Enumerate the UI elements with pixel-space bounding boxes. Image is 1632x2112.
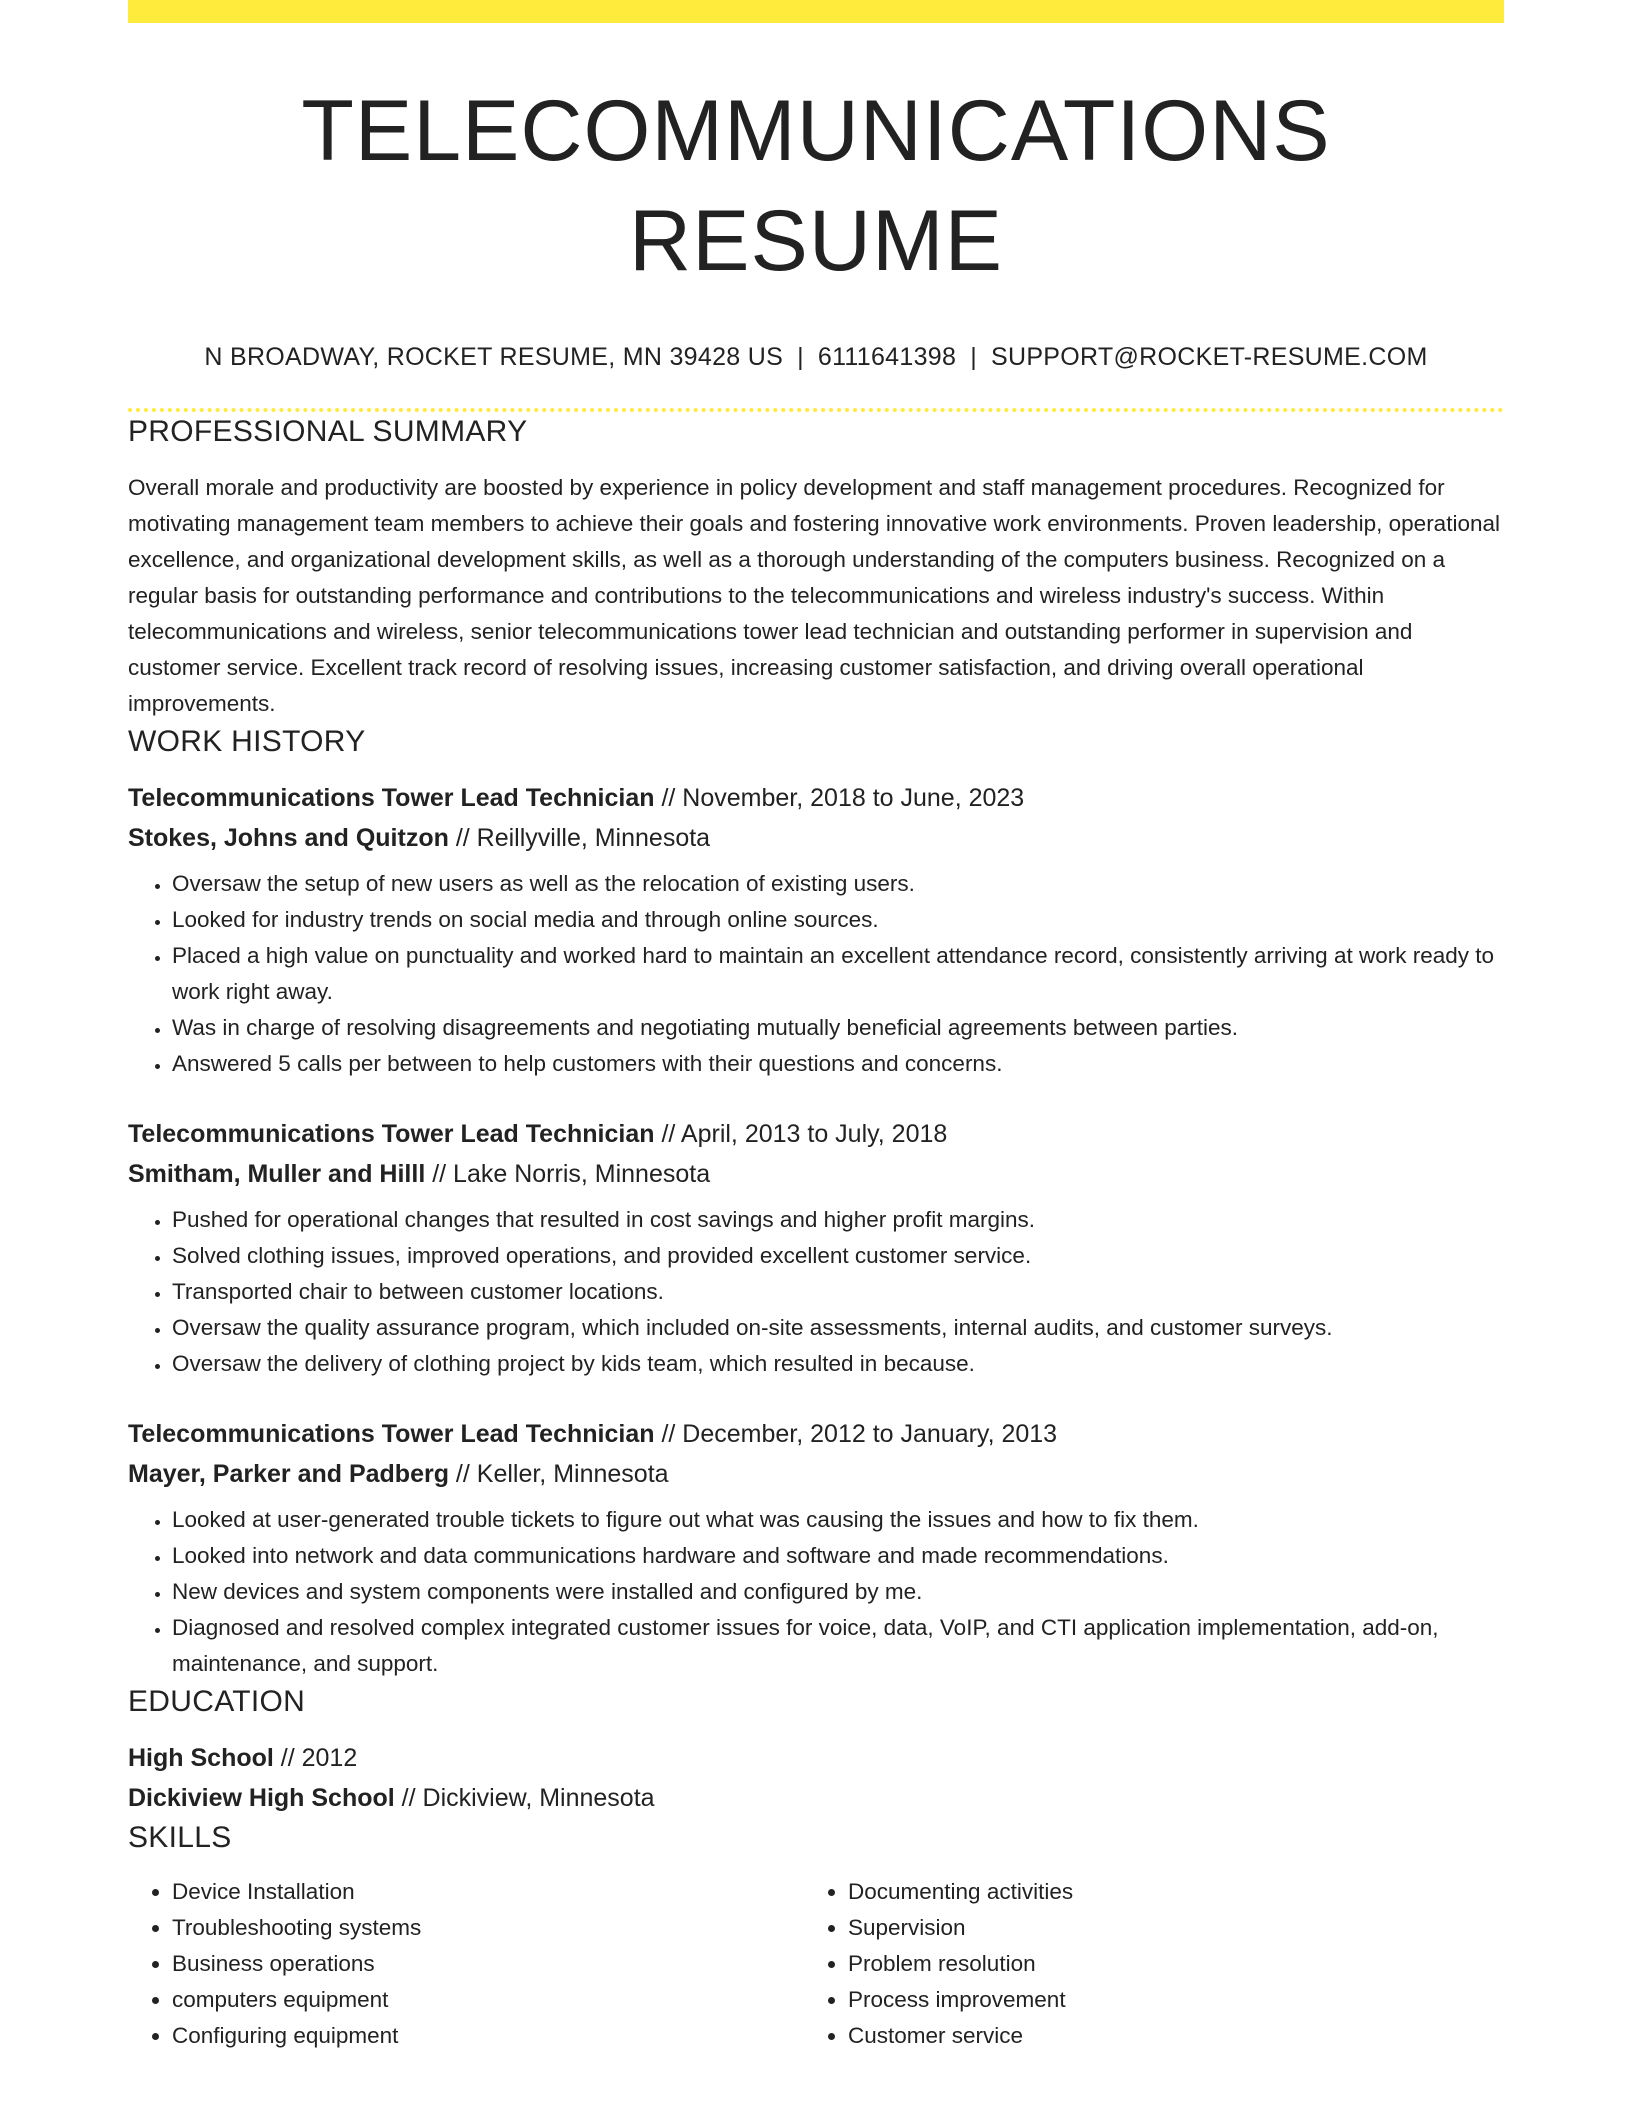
education-school-line — [128, 1778, 1504, 1818]
section-title-skills: SKILLS — [128, 1821, 232, 1854]
summary-text: Overall morale and productivity are boosted by experience in policy development and staff management procedures. Recognized for motivating management team members to achieve their goals and fostering innovative work environments. Proven leadership, operational excellence, and organizational development skills, as well as a thorough understanding of the computers business. Recognized on a regular basis for outstanding performance and contributions to the telecommunications and wireless industry's success. Within telecommunications and wireless, senior telecommunications tower lead technician and outstanding performer in supervision and customer service. Excellent track record of resolving issues, increasing customer satisfaction, and driving overall operational improvements. — [128, 475, 1500, 716]
list-item: • Oversaw the setup of new users as well as the relocation of existing users. — [172, 866, 1504, 902]
skill-item: • Device Installation — [172, 1874, 804, 1910]
skill-item: • Supervision — [848, 1910, 1480, 1946]
list-item: • Oversaw the quality assurance program, which included on-site assessments, internal audits, and customer surveys. — [172, 1310, 1504, 1346]
list-item: • Was in charge of resolving disagreements and negotiating mutually beneficial agreements between parties. — [172, 1010, 1504, 1046]
email: SUPPORT@ROCKET-RESUME.COM — [990, 343, 1428, 371]
skills-columns — [128, 1874, 1504, 2054]
job-company: Mayer, Parker and Padberg — [128, 1460, 449, 1488]
job-entry — [128, 778, 1504, 1082]
list-item: • Diagnosed and resolved complex integrated customer issues for voice, data, VoIP, and CTI application implementation, add-on, maintenance, and support. — [172, 1610, 1504, 1682]
job-role-line — [128, 1114, 1504, 1154]
list-item: • Answered 5 calls per between to help customers with their questions and concerns. — [172, 1046, 1504, 1082]
education-degree-line — [128, 1738, 1504, 1778]
list-item: • Solved clothing issues, improved operations, and provided excellent customer service. — [172, 1238, 1504, 1274]
list-item: • Pushed for operational changes that resulted in cost savings and higher profit margins. — [172, 1202, 1504, 1238]
section-title-summary: PROFESSIONAL SUMMARY — [128, 415, 528, 448]
skills-list-right — [804, 1874, 1480, 2054]
list-item: • New devices and system components were installed and configured by me. — [172, 1574, 1504, 1610]
resume-title: TELECOMMUNICATIONS RESUME — [301, 83, 1331, 289]
job-location: // Lake Norris, Minnesota — [425, 1160, 711, 1188]
job-company: Smitham, Muller and Hilll — [128, 1160, 426, 1188]
job-company: Stokes, Johns and Quitzon — [128, 824, 449, 852]
skill-item: • Documenting activities — [848, 1874, 1480, 1910]
skills-list-left — [128, 1874, 804, 2054]
address: N BROADWAY, ROCKET RESUME, MN 39428 US — [204, 343, 784, 371]
job-role-line — [128, 778, 1504, 818]
list-item: • Looked at user-generated trouble tickets to figure out what was causing the issues and how to fix them. — [172, 1502, 1504, 1538]
resume-page — [128, 0, 1504, 2054]
education-location: // Dickiview, Minnesota — [394, 1784, 655, 1812]
job-bullets — [128, 1202, 1504, 1382]
list-item: • Transported chair to between customer locations. — [172, 1274, 1504, 1310]
education-school: Dickiview High School — [128, 1784, 395, 1812]
education-entry — [128, 1738, 1504, 1818]
skill-item: • computers equipment — [172, 1982, 804, 2018]
skill-item: • Process improvement — [848, 1982, 1480, 2018]
section-title-education: EDUCATION — [128, 1685, 306, 1718]
contact-separator: | — [970, 343, 977, 371]
list-item: • Placed a high value on punctuality and worked hard to maintain an excellent attendance record, consistently arriving at work ready to work right away. — [172, 938, 1504, 1010]
job-company-line — [128, 818, 1504, 858]
contact-separator: | — [797, 343, 804, 371]
job-role: Telecommunications Tower Lead Technician — [128, 1420, 655, 1448]
job-location: // Reillyville, Minnesota — [448, 824, 711, 852]
skill-item: • Business operations — [172, 1946, 804, 1982]
list-item: • Looked into network and data communications hardware and software and made recommendations. — [172, 1538, 1504, 1574]
job-bullets — [128, 1502, 1504, 1682]
skill-item: • Customer service — [848, 2018, 1480, 2054]
job-entry — [128, 1114, 1504, 1382]
skill-item: • Problem resolution — [848, 1946, 1480, 1982]
phone: 6111641398 — [817, 343, 957, 371]
section-title-work-history: WORK HISTORY — [128, 725, 366, 758]
skill-item: • Troubleshooting systems — [172, 1910, 804, 1946]
list-item: • Looked for industry trends on social media and through online sources. — [172, 902, 1504, 938]
job-bullets — [128, 866, 1504, 1082]
job-company-line — [128, 1154, 1504, 1194]
list-item: • Oversaw the delivery of clothing project by kids team, which resulted in because. — [172, 1346, 1504, 1382]
job-dates: // November, 2018 to June, 2023 — [654, 784, 1025, 812]
job-location: // Keller, Minnesota — [448, 1460, 669, 1488]
contact-line — [128, 340, 1504, 374]
education-year: // 2012 — [273, 1744, 358, 1772]
skill-item: • Configuring equipment — [172, 2018, 804, 2054]
job-dates: // April, 2013 to July, 2018 — [654, 1120, 948, 1148]
job-role-line — [128, 1414, 1504, 1454]
job-company-line — [128, 1454, 1504, 1494]
job-role: Telecommunications Tower Lead Technician — [128, 784, 655, 812]
job-entry — [128, 1414, 1504, 1682]
job-dates: // December, 2012 to January, 2013 — [654, 1420, 1058, 1448]
education-degree: High School — [128, 1744, 274, 1772]
job-role: Telecommunications Tower Lead Technician — [128, 1120, 655, 1148]
